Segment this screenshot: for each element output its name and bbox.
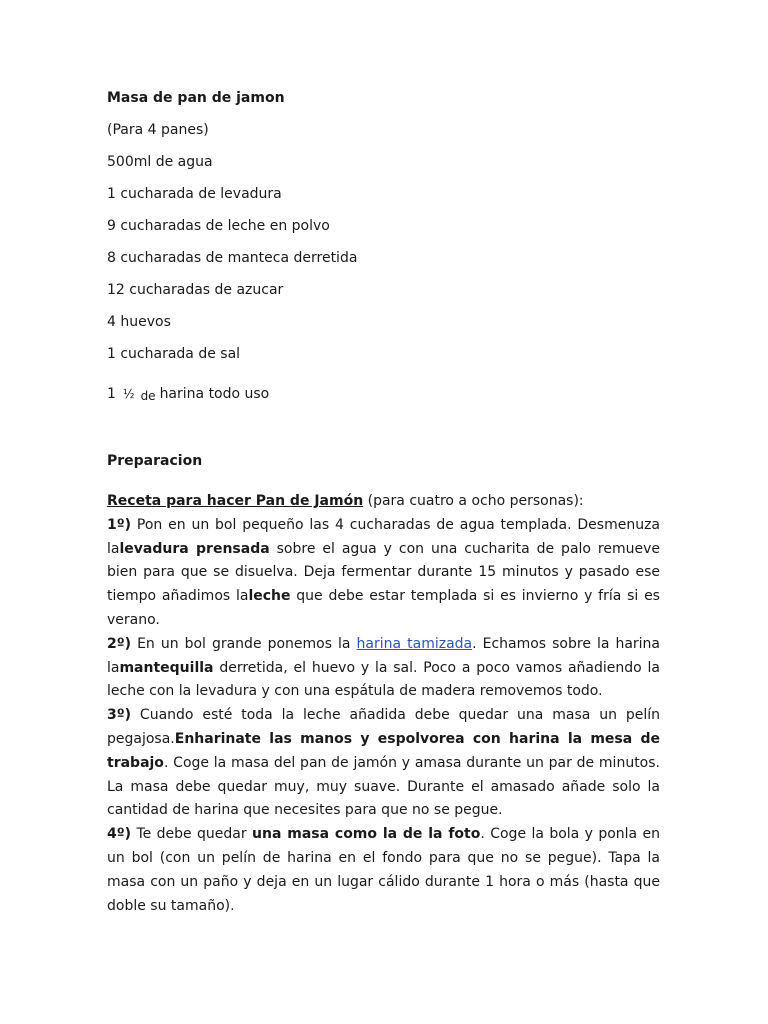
- ingredient-yield: (Para 4 panes): [107, 122, 209, 138]
- ingredient-flour: [107, 386, 269, 402]
- ingredient-item: 1 cucharada de levadura: [107, 186, 282, 202]
- step-text: Cuando esté toda la leche añadida debe quedar una masa un pelín pegajosa.: [107, 707, 660, 747]
- step-2: [107, 633, 660, 704]
- step-bold-text: leche: [248, 588, 291, 605]
- harina-tamizada-link[interactable]: harina tamizada: [356, 635, 473, 652]
- flour-de: de: [140, 389, 156, 403]
- recipe-intro-rest: (para cuatro a ocho personas):: [363, 493, 584, 509]
- step-1: [107, 514, 660, 633]
- step-text: derretida, el huevo y la sal. Poco a poco vamos añadiendo la leche con la levadura y con una espátula de madera removemos todo.: [107, 659, 660, 700]
- step-number: 3º): [107, 707, 132, 724]
- step-text: Pon en un bol pequeño las 4 cucharadas de agua templada. Desmenuza la: [107, 516, 660, 557]
- recipe-title: Masa de pan de jamon: [107, 90, 285, 106]
- ingredient-item: 1 cucharada de sal: [107, 346, 241, 362]
- ingredient-item: 500ml de agua: [107, 154, 213, 170]
- step-text: . Coge la bola y ponla en un bol (con un pelín de harina en el fondo para que no se pegue). Tapa la masa con un paño y deja en un lugar cálido durante 1 hora o más (hasta que doble su tamaño).: [107, 826, 661, 914]
- ingredient-item: 4 huevos: [107, 314, 171, 330]
- step-3: [107, 704, 660, 823]
- step-text: que debe estar templada si es invierno y fría si es verano.: [107, 588, 660, 628]
- preparation-body: [107, 490, 660, 918]
- flour-fraction: ½: [122, 387, 135, 401]
- ingredient-item: 12 cucharadas de azucar: [107, 282, 284, 298]
- ingredient-item: 8 cucharadas de manteca derretida: [107, 250, 358, 266]
- ingredient-item: 9 cucharadas de leche en polvo: [107, 218, 330, 234]
- step-number: 4º): [107, 826, 132, 843]
- step-number: 2º): [107, 635, 132, 652]
- step-text: . Echamos sobre la harina la: [107, 635, 660, 676]
- recipe-intro-title: Receta para hacer Pan de Jamón: [107, 493, 364, 509]
- recipe-intro: [107, 490, 660, 514]
- step-text: Te debe quedar: [131, 826, 253, 843]
- step-text: En un bol grande ponemos la: [131, 635, 357, 652]
- step-text: sobre el agua y con una cucharita de palo remueve bien para que se disuelva. Deja fermentar durante 15 minutos y pasado ese tiempo añadimos la: [107, 540, 661, 605]
- step-4: [107, 823, 660, 918]
- step-text: . Coge la masa del pan de jamón y amasa durante un par de minutos. La masa debe quedar muy, muy suave. Durante el amasado añade solo la cantidad de harina que necesites para que no se pegue.: [107, 754, 660, 819]
- flour-rest: harina todo uso: [159, 386, 270, 402]
- preparation-heading: Preparacion: [107, 453, 203, 469]
- step-bold-text: Enharinate las manos y espolvorea con harina la mesa de trabajo: [107, 730, 660, 771]
- step-bold-text: mantequilla: [119, 659, 214, 676]
- flour-qty: 1: [107, 386, 116, 402]
- step-bold-text: levadura prensada: [119, 540, 270, 557]
- step-number: 1º): [107, 516, 132, 533]
- step-bold-text: una masa como la de la foto: [252, 826, 481, 843]
